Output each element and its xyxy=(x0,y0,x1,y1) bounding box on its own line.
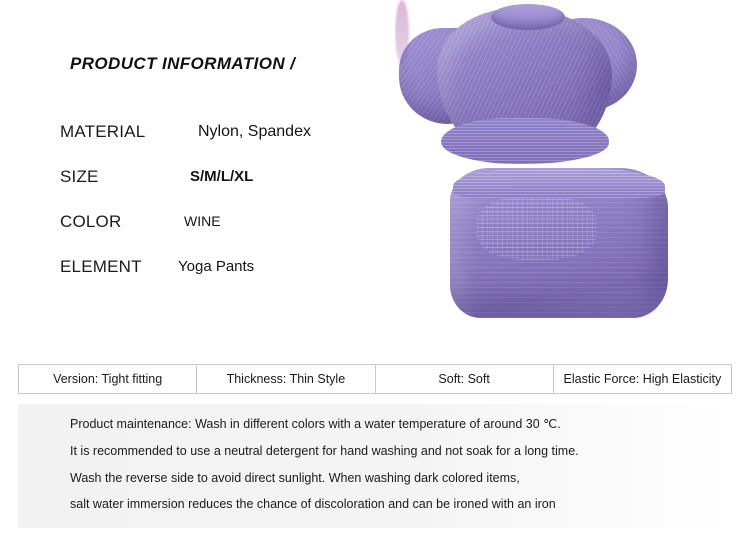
shorts-mesh-texture xyxy=(477,196,597,260)
spec-value-color: WINE xyxy=(184,213,221,229)
spec-row-color xyxy=(60,212,390,257)
maintenance-line-2: It is recommended to use a neutral detergent for hand washing and not soak for a long time. xyxy=(70,443,579,458)
spec-row-material xyxy=(60,122,390,167)
maintenance-line-3: Wash the reverse side to avoid direct sunlight. When washing dark colored items, xyxy=(70,470,520,485)
shorts-waistband xyxy=(453,168,665,198)
page-title: PRODUCT INFORMATION / xyxy=(70,54,296,73)
spec-label-color: COLOR xyxy=(60,212,122,231)
feature-cell-version: Version: Tight fitting xyxy=(19,365,197,393)
spec-row-size xyxy=(60,167,390,212)
spec-value-material: Nylon, Spandex xyxy=(198,123,311,140)
spec-list xyxy=(60,122,390,302)
spec-row-element xyxy=(60,257,390,302)
product-photo xyxy=(395,0,750,350)
maintenance-line-4: salt water immersion reduces the chance of discoloration and can be ironed with an iron xyxy=(70,497,556,512)
spec-value-element: Yoga Pants xyxy=(178,258,255,275)
spec-label-material: MATERIAL xyxy=(60,122,146,141)
crop-top-hem xyxy=(441,118,609,164)
feature-cell-soft: Soft: Soft xyxy=(376,365,554,393)
shorts-center-seam xyxy=(395,0,409,64)
spec-value-size: S/M/L/XL xyxy=(190,168,254,185)
maintenance-line-1: Product maintenance: Wash in different colors with a water temperature of around 30 ℃. xyxy=(70,417,561,431)
feature-bar xyxy=(18,364,732,394)
spec-label-size: SIZE xyxy=(60,167,99,186)
spec-label-element: ELEMENT xyxy=(60,257,142,276)
maintenance-panel xyxy=(18,404,732,528)
feature-cell-thickness: Thickness: Thin Style xyxy=(197,365,375,393)
feature-cell-elastic-force: Elastic Force: High Elasticity xyxy=(563,372,722,386)
crop-top-collar xyxy=(491,4,565,30)
